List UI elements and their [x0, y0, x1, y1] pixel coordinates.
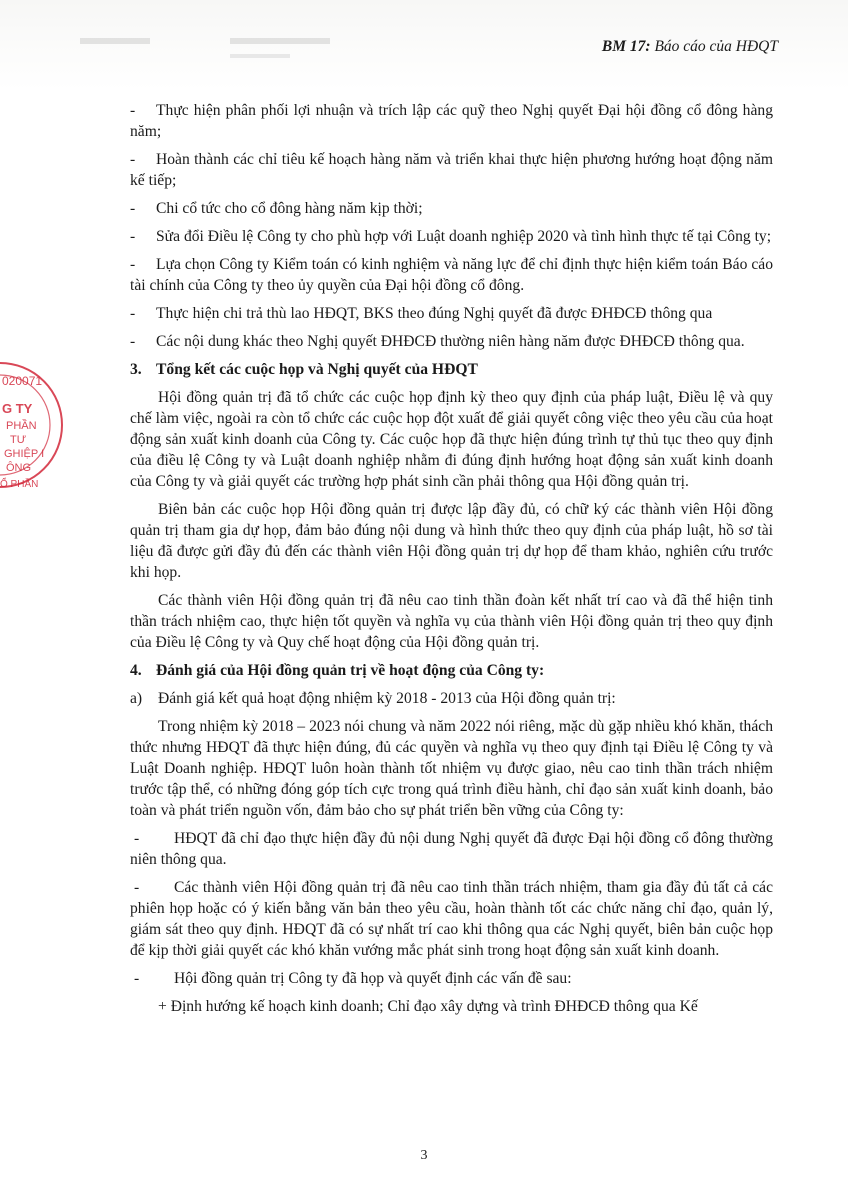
company-seal-stamp: [0, 355, 70, 495]
paragraph: Trong nhiệm kỳ 2018 – 2023 nói chung và năm 2022 nói riêng, mặc dù gặp nhiều khó khăn, thách thức nhưng HĐQT đã thực hiện đúng, đủ các quyền và nghĩa vụ theo quy định tại Điều lệ Công ty và Luật Doanh nghiệp. HĐQT luôn hoàn thành tốt nhiệm vụ được giao, nêu cao tinh thần trách nhiệm trước tập thể, có những đóng góp tích cực trong quá trình điều hành, chỉ đạo sản xuất kinh doanh, bảo toàn và phát triển nguồn vốn, đảm bảo cho sự phát triển bền vững của Công ty:: [130, 718, 773, 819]
svg-text:020071: 020071: [2, 374, 43, 388]
list-item: - Hội đồng quản trị Công ty đã họp và quyết định các vấn đề sau:: [134, 970, 572, 987]
list-item: - HĐQT đã chỉ đạo thực hiện đầy đủ nội dung Nghị quyết đã được Đại hội đồng cổ đông thường niên thông qua.: [130, 830, 773, 868]
svg-text:G TY: G TY: [2, 401, 33, 416]
paragraph: Hội đồng quản trị đã tổ chức các cuộc họp định kỳ theo quy định của pháp luật, Điều lệ và quy chế làm việc, ngoài ra còn tổ chức các cuộc họp đột xuất để giải quyết công việc theo yêu cầu của hoạt động sản xuất kinh doanh của Công ty. Các cuộc họp đã thực hiện đúng trình tự thủ tục theo quy định của điều lệ Công ty và Luật doanh nghiệp nhằm đi đúng định hướng hoạt động sản xuất kinh doanh của Công ty và giải quyết các trường hợp phát sinh cần phải thông qua Hội đồng quản trị.: [130, 389, 773, 490]
svg-text:GHIỆP I: GHIỆP I: [4, 448, 45, 460]
section-4-heading: 4. Đánh giá của Hội đồng quản trị về hoạt động của Công ty:: [130, 662, 545, 679]
svg-text:ÔNG: ÔNG: [6, 462, 32, 474]
list-item: - Sửa đổi Điều lệ Công ty cho phù hợp với Luật doanh nghiệp 2020 và tình hình thực tế tại Công ty;: [130, 228, 772, 245]
form-code: BM 17:: [601, 38, 651, 55]
document-body: [130, 100, 773, 1024]
list-item: - Các thành viên Hội đồng quản trị đã nêu cao tinh thần trách nhiệm, tham gia đầy đủ tất cả các phiên họp hoặc có ý kiến bằng văn bản theo yêu cầu, hoàn thành tốt các chức năng chỉ đạo, quản lý, giám sát theo quy định. HĐQT đã có sự nhất trí cao khi thông qua các Nghị quyết, biên bản cuộc họp để kịp thời giải quyết các khó khăn vướng mắc phát sinh trong hoạt động sản xuất kinh doanh.: [130, 879, 773, 959]
list-item: - Chi cổ tức cho cổ đông hàng năm kịp thời;: [130, 200, 423, 217]
svg-text:PHẦN: PHẦN: [6, 420, 37, 432]
svg-text:Ổ PHẦN: Ổ PHẦN: [0, 479, 39, 490]
subsection-a-heading: a) Đánh giá kết quả hoạt động nhiệm kỳ 2018 - 2013 của Hội đồng quản trị:: [130, 690, 616, 707]
bleed-through-text: [80, 20, 340, 70]
list-item: - Thực hiện chi trả thù lao HĐQT, BKS theo đúng Nghị quyết đã được ĐHĐCĐ thông qua: [130, 305, 713, 322]
paragraph: Biên bản các cuộc họp Hội đồng quản trị được lập đầy đủ, có chữ ký các thành viên Hội đồng quản trị tham gia dự họp, đảm bảo đúng nội dung và hình thức theo quy định của pháp luật, hồ sơ tài liệu đã được gửi đầy đủ đến các thành viên Hội đồng quản trị dự họp để tham khảo, nghiên cứu trước khi họp.: [130, 501, 773, 581]
document-header: [602, 38, 778, 56]
svg-text:TƯ: TƯ: [10, 434, 27, 446]
plus-item: + Định hướng kế hoạch kinh doanh; Chỉ đạo xây dựng và trình ĐHĐCĐ thông qua Kế: [158, 998, 698, 1015]
list-item: - Thực hiện phân phối lợi nhuận và trích lập các quỹ theo Nghị quyết Đại hội đồng cổ đông hàng năm;: [130, 102, 773, 140]
page-number: 3: [420, 1148, 428, 1163]
list-item: - Các nội dung khác theo Nghị quyết ĐHĐCĐ thường niên hàng năm được ĐHĐCĐ thông qua.: [130, 333, 745, 350]
list-item: - Hoàn thành các chỉ tiêu kế hoạch hàng năm và triển khai thực hiện phương hướng hoạt động năm kế tiếp;: [130, 151, 773, 189]
list-item: - Lựa chọn Công ty Kiểm toán có kinh nghiệm và năng lực để chỉ định thực hiện kiểm toán Báo cáo tài chính của Công ty theo ủy quyền của Đại hội đồng cổ đông.: [130, 256, 773, 294]
form-title: Báo cáo của HĐQT: [654, 38, 778, 55]
paragraph: Các thành viên Hội đồng quản trị đã nêu cao tinh thần đoàn kết nhất trí cao và đã thể hiện tinh thần trách nhiệm cao, thực hiện tốt quyền và nghĩa vụ của thành viên Hội đồng quản trị theo quy định của Điều lệ Công ty và Quy chế hoạt động của Hội đồng quản trị.: [130, 592, 773, 651]
section-3-heading: 3. Tổng kết các cuộc họp và Nghị quyết của HĐQT: [130, 361, 478, 378]
